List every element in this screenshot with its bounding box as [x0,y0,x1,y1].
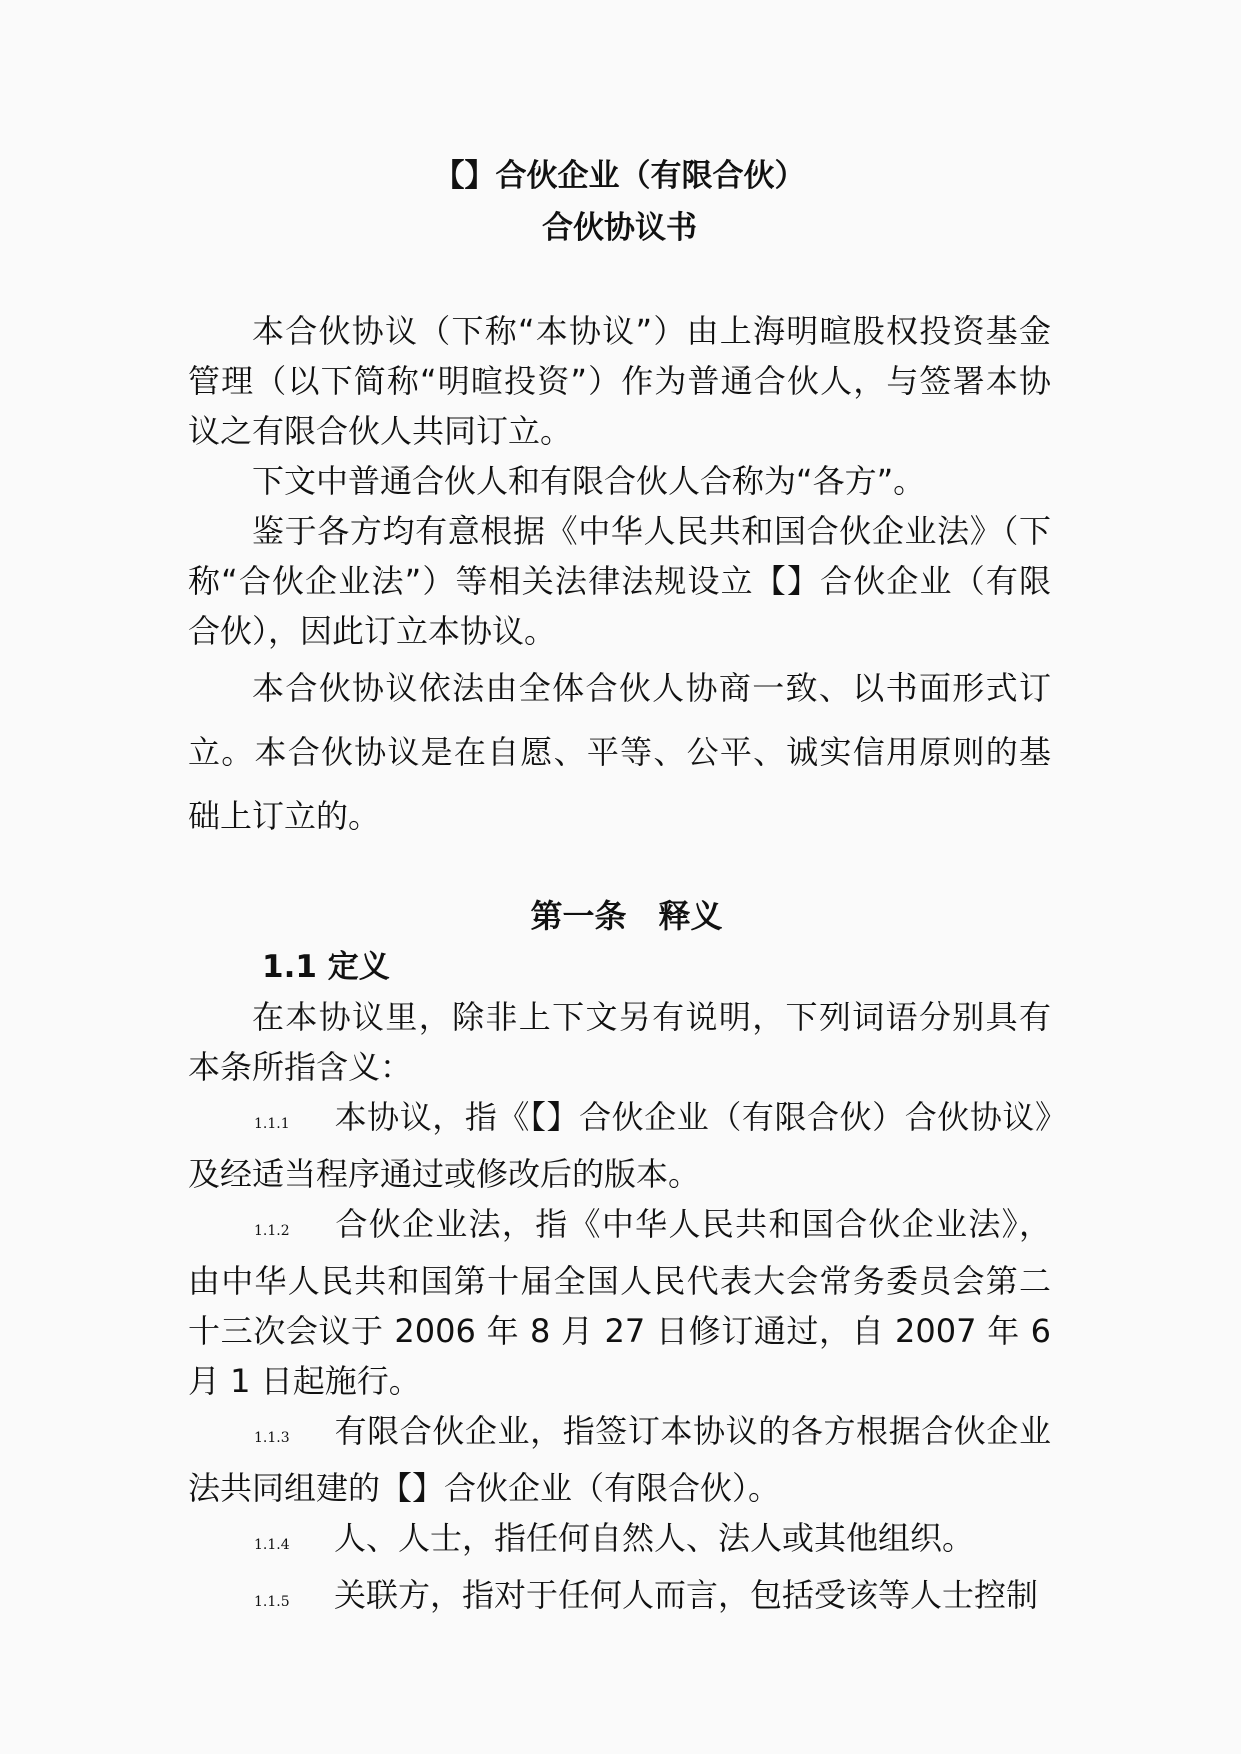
document-body [188,150,1051,1627]
section-heading: 1.1 定义 [262,949,390,985]
intro-paragraph-1: 本合伙协议（下称“本协议”）由上海明暄股权投资基金管理（以下简称“明暄投资”）作为普通合伙人，与签署本协议之有限合伙人共同订立。 [188,312,1051,450]
definitions-lead: 在本协议里，除非上下文另有说明，下列词语分别具有本条所指含义： [188,998,1051,1086]
clause-text: 有限合伙企业，指签订本协议的各方根据合伙企业法共同组建的【】合伙企业（有限合伙）。 [188,1412,1051,1507]
clause-text: 关联方，指对于任何人而言，包括受该等人士控制 [334,1576,1039,1614]
clause-number: 1.1.1 [254,1116,290,1132]
clause-1-1-1 [188,1092,1051,1199]
clause-number: 1.1.4 [254,1537,290,1553]
clause-text: 本协议，指《【】合伙企业（有限合伙）合伙协议》及经适当程序通过或修改后的版本。 [188,1098,1051,1193]
intro-paragraph-3: 鉴于各方均有意根据《中华人民共和国合伙企业法》（下称“合伙企业法”）等相关法律法规设立【】合伙企业（有限合伙），因此订立本协议。 [188,512,1051,650]
intro-paragraph-2: 下文中普通合伙人和有限合伙人合称为“各方”。 [252,462,926,500]
clause-1-1-3 [188,1406,1051,1513]
intro-paragraph-4: 本合伙协议依法由全体合伙人协商一致、以书面形式订立。本合伙协议是在自愿、平等、公平、诚实信用原则的基础上订立的。 [188,669,1051,835]
clause-1-1-2 [188,1199,1051,1406]
article-title: 第一条 释义 [530,897,723,935]
spacer [188,848,1051,890]
spacer [188,254,1051,306]
clause-text: 人、人士，指任何自然人、法人或其他组织。 [334,1519,975,1557]
document-title-line1: 【】合伙企业（有限合伙） [433,158,806,194]
clause-1-1-5 [188,1570,1051,1627]
clause-number: 1.1.5 [254,1594,290,1610]
clause-number: 1.1.3 [254,1430,290,1446]
document-title-line2: 合伙协议书 [542,210,697,246]
clause-1-1-4 [188,1513,1051,1570]
clause-text: 合伙企业法，指《中华人民共和国合伙企业法》，由中华人民共和国第十届全国人民代表大会常务委员会第二十三次会议于 2006 年 8 月 27 日修订通过，自 2007 年 6 月 1 日起施行。 [188,1205,1051,1400]
clause-number: 1.1.2 [254,1223,290,1239]
